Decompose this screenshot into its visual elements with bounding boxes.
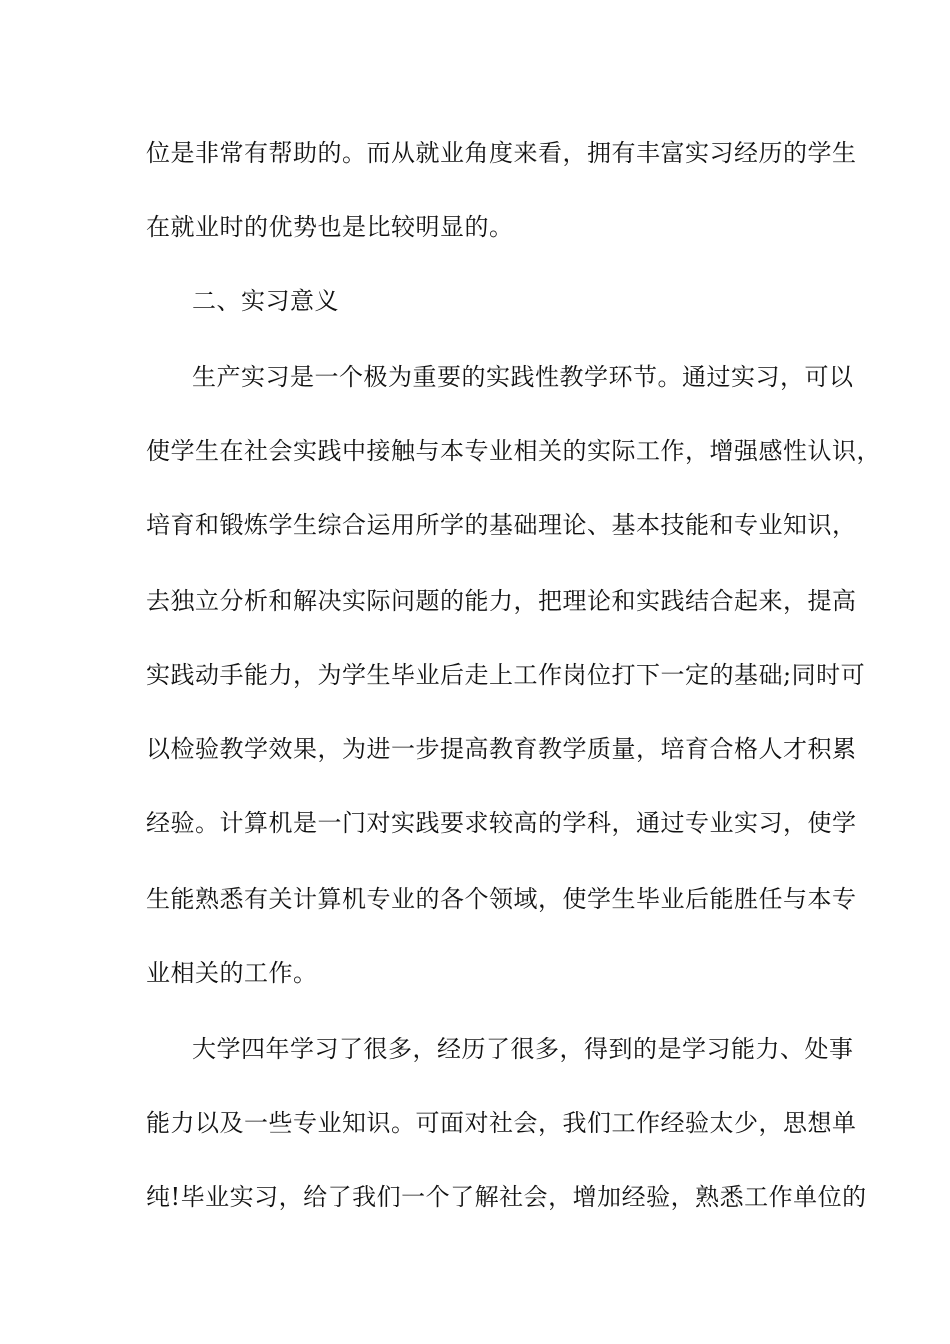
paragraph-line: 生能熟悉有关计算机专业的各个领域，使学生毕业后能胜任与本专 [146,885,857,913]
paragraph-line: 业相关的工作。 [146,959,318,987]
paragraph-line: 培育和锻炼学生综合运用所学的基础理论、基本技能和专业知识， [146,511,857,539]
section-heading: 二、实习意义 [192,287,339,315]
paragraph-line: 生产实习是一个极为重要的实践性教学环节。通过实习，可以 [192,363,854,391]
paragraph-line: 使学生在社会实践中接触与本专业相关的实际工作，增强感性认识， [146,437,881,465]
paragraph-line: 大学四年学习了很多，经历了很多，得到的是学习能力、处事 [192,1035,854,1063]
paragraph-line: 能力以及一些专业知识。可面对社会，我们工作经验太少，思想单 [146,1109,857,1137]
paragraph-line: 经验。计算机是一门对实践要求较高的学科，通过专业实习，使学 [146,809,857,837]
paragraph-line: 位是非常有帮助的。而从就业角度来看，拥有丰富实习经历的学生 [146,139,857,167]
paragraph-line: 纯!毕业实习，给了我们一个了解社会，增加经验，熟悉工作单位的 [146,1183,867,1211]
paragraph-line: 以检验教学效果，为进一步提高教育教学质量，培育合格人才积累 [146,735,857,763]
paragraph-line: 去独立分析和解决实际问题的能力，把理论和实践结合起来，提高 [146,587,857,615]
paragraph-line: 在就业时的优势也是比较明显的。 [146,213,514,241]
paragraph-line: 实践动手能力，为学生毕业后走上工作岗位打下一定的基础;同时可 [146,661,866,689]
